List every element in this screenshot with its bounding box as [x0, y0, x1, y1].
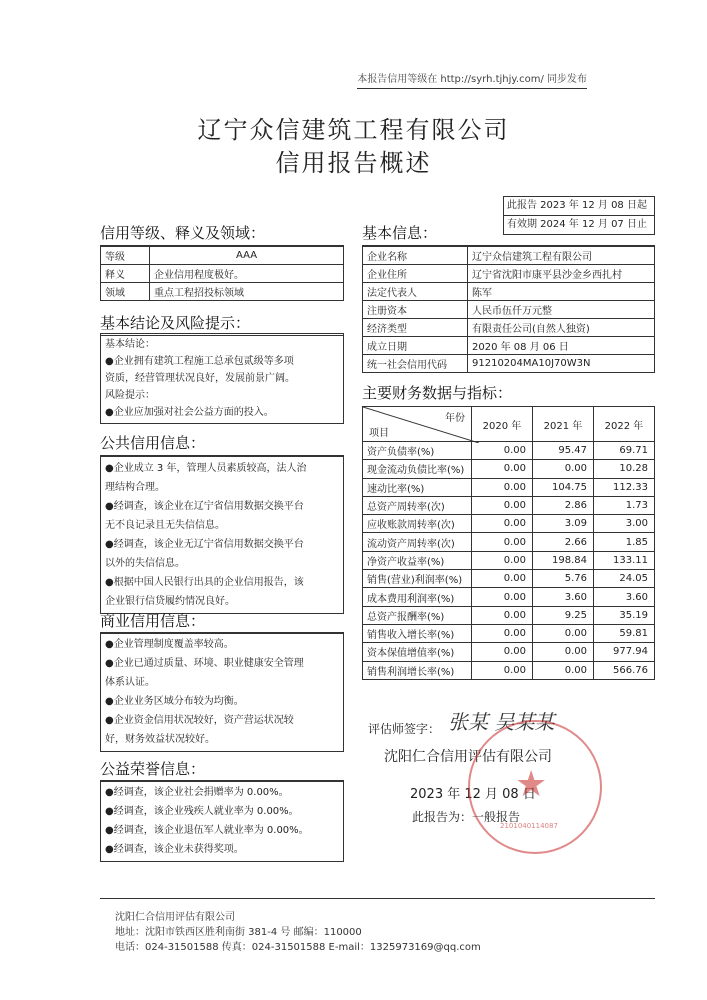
field-value: 陈军: [468, 283, 655, 301]
appraiser-label: 评估师签字：: [368, 722, 441, 736]
metric-value: 0.00: [472, 533, 533, 551]
text-line: ●经调查，该企业无辽宁省信用数据交换平台: [105, 539, 304, 550]
financial-row: [363, 588, 655, 606]
metric-value: 2.86: [533, 496, 594, 514]
business-heading: 商业信用信息：: [100, 610, 344, 634]
metric-value: 3.60: [594, 588, 655, 606]
issue-date: 此报告 2023 年 12 月 08 日起: [503, 196, 655, 215]
table-row: [363, 301, 655, 319]
text-line: ●企业拥有建筑工程施工总承包贰级等多项: [105, 356, 294, 367]
seal-star-icon: ★: [515, 764, 548, 805]
metric-value: 1.85: [594, 533, 655, 551]
financial-heading: 主要财务数据与指标：: [362, 384, 513, 402]
field-label: 成立日期: [363, 337, 468, 355]
report-date: 2023 年 12 月 08 日: [410, 787, 536, 802]
agency-name: 沈阳仁合信用评估有限公司: [384, 749, 552, 765]
financial-table: [362, 406, 655, 680]
metric-value: 0.00: [472, 588, 533, 606]
financial-row: [363, 496, 655, 514]
metric-value: 0.00: [533, 460, 594, 478]
metric-name: 成本费用利润率(%): [363, 588, 472, 606]
field-label: 经济类型: [363, 319, 468, 337]
metric-name: 销售收入增长率(%): [363, 624, 472, 642]
table-row: [363, 337, 655, 355]
footer-contact: 电话：024-31501588 传真：024-31501588 E-mail：1325973169@qq.com: [115, 942, 481, 953]
metric-name: 资产负债率(%): [363, 442, 472, 460]
field-label: 企业名称: [363, 247, 468, 265]
table-row: [363, 283, 655, 301]
field-value: 2020 年 08 月 06 日: [468, 337, 655, 355]
table-row: [363, 319, 655, 337]
metric-value: 0.00: [472, 460, 533, 478]
metric-value: 0.00: [472, 624, 533, 642]
diagonal-header-cell: [363, 407, 472, 442]
basic-info-table: [362, 246, 655, 373]
metric-value: 112.33: [594, 478, 655, 496]
table-row: [363, 247, 655, 265]
text-line: ●企业管理制度覆盖率较高。: [105, 639, 234, 650]
metric-name: 应收账款周转率(次): [363, 515, 472, 533]
text-line: ●企业已通过质量、环境、职业健康安全管理: [105, 658, 304, 669]
metric-value: 69.71: [594, 442, 655, 460]
honor-heading: 公益荣誉信息：: [100, 758, 344, 782]
metric-name: 销售利润增长率(%): [363, 661, 472, 679]
business-box: [100, 632, 344, 752]
footer-company: 沈阳仁合信用评估有限公司: [115, 912, 235, 923]
text-line: ●经调查，该企业在辽宁省信用数据交换平台: [105, 501, 304, 512]
metric-name: 净资产收益率(%): [363, 551, 472, 569]
rating-value: 企业信用程度极好。: [150, 265, 344, 283]
footer: [115, 910, 481, 955]
metric-value: 0.00: [472, 442, 533, 460]
conclusion-box: [100, 333, 344, 424]
rating-table: [100, 246, 344, 301]
text-line: ●根据中国人民银行出具的企业信用报告，该: [105, 577, 304, 588]
text-line: 好，财务效益状况较好。: [105, 734, 215, 745]
text-line: 企业银行信贷履约情况良好。: [105, 596, 235, 607]
report-type: 此报告为：一般报告: [412, 810, 521, 824]
metric-name: 资本保值增值率(%): [363, 643, 472, 661]
metric-name: 现金流动负债比率(%): [363, 460, 472, 478]
text-line: 基本结论：: [105, 339, 155, 350]
metric-name: 速动比率(%): [363, 478, 472, 496]
financial-header-row: [363, 407, 655, 442]
metric-name: 销售(营业)利润率(%): [363, 570, 472, 588]
item-header: 项目: [369, 428, 389, 439]
metric-name: 总资产周转率(次): [363, 496, 472, 514]
field-value: 辽宁众信建筑工程有限公司: [468, 247, 655, 265]
metric-value: 0.00: [472, 570, 533, 588]
year-header: 年份: [445, 413, 465, 424]
metric-value: 1.73: [594, 496, 655, 514]
seal-number: 2101040114087: [500, 822, 558, 830]
appraiser-signature: 张某 吴某某: [448, 710, 555, 734]
rating-label: 等级: [101, 247, 150, 265]
metric-name: 总资产报酬率(%): [363, 606, 472, 624]
metric-value: 35.19: [594, 606, 655, 624]
metric-value: 133.11: [594, 551, 655, 569]
table-row: [363, 355, 655, 373]
year-2022-header: 2022 年: [594, 407, 655, 442]
metric-value: 198.84: [533, 551, 594, 569]
rating-heading: 信用等级、释义及领域：: [100, 222, 344, 246]
metric-value: 0.00: [472, 643, 533, 661]
text-line: 以外的失信信息。: [105, 558, 185, 569]
financial-row: [363, 515, 655, 533]
text-line: ●企业应加强对社会公益方面的投入。: [105, 407, 274, 418]
financial-row: [363, 478, 655, 496]
metric-value: 104.75: [533, 478, 594, 496]
field-value: 辽宁省沈阳市康平县沙金乡西扎村: [468, 265, 655, 283]
rating-value: AAA: [150, 247, 344, 265]
report-subtitle: 信用报告概述: [275, 149, 432, 177]
rating-label: 释义: [101, 265, 150, 283]
metric-value: 10.28: [594, 460, 655, 478]
metric-value: 0.00: [533, 624, 594, 642]
expiry-date: 有效期 2024 年 12 月 07 日止: [503, 215, 655, 235]
rating-row: [101, 247, 344, 265]
metric-value: 0.00: [472, 478, 533, 496]
financial-row: [363, 460, 655, 478]
company-seal: [468, 720, 602, 854]
metric-value: 5.76: [533, 570, 594, 588]
field-value: 人民币伍仟万元整: [468, 301, 655, 319]
metric-value: 0.00: [472, 515, 533, 533]
field-label: 法定代表人: [363, 283, 468, 301]
basic-heading: 基本信息：: [362, 222, 655, 246]
metric-value: 9.25: [533, 606, 594, 624]
financial-row: [363, 624, 655, 642]
rating-row: [101, 283, 344, 301]
honor-box: [100, 780, 344, 862]
field-label: 注册资本: [363, 301, 468, 319]
metric-value: 0.00: [472, 661, 533, 679]
metric-value: 3.09: [533, 515, 594, 533]
text-line: ●企业资金信用状况较好，资产营运状况较: [105, 715, 294, 726]
text-line: 资质，经营管理状况良好，发展前景广阔。: [105, 373, 295, 384]
text-line: ●经调查，该企业未获得奖项。: [105, 844, 244, 855]
text-line: 理结构合理。: [105, 482, 165, 493]
text-line: 风险提示：: [105, 390, 155, 401]
metric-value: 0.00: [533, 661, 594, 679]
metric-value: 977.94: [594, 643, 655, 661]
metric-value: 0.00: [472, 606, 533, 624]
metric-value: 3.60: [533, 588, 594, 606]
financial-row: [363, 533, 655, 551]
publish-notice: 本报告信用等级在 http://syrh.tjhjy.com/ 同步发布: [357, 70, 587, 89]
text-line: ●企业业务区域分布较为均衡。: [105, 696, 244, 707]
text-line: 无不良记录且无失信信息。: [105, 520, 225, 531]
metric-value: 3.00: [594, 515, 655, 533]
metric-value: 566.76: [594, 661, 655, 679]
public-box: [100, 456, 344, 614]
rating-row: [101, 265, 344, 283]
text-line: ●经调查，该企业社会捐赠率为 0.00%。: [105, 787, 289, 798]
text-line: ●企业成立 3 年，管理人员素质较高，法人治: [105, 463, 307, 474]
financial-row: [363, 442, 655, 460]
financial-row: [363, 643, 655, 661]
metric-value: 59.81: [594, 624, 655, 642]
text-line: ●经调查，该企业残疾人就业率为 0.00%。: [105, 806, 299, 817]
table-row: [363, 265, 655, 283]
metric-value: 0.00: [533, 643, 594, 661]
footer-address: 地址：沈阳市铁西区胜利南街 381-4 号 邮编：110000: [115, 927, 362, 938]
year-2020-header: 2020 年: [472, 407, 533, 442]
metric-value: 24.05: [594, 570, 655, 588]
public-heading: 公共信用信息：: [100, 432, 344, 456]
footer-divider: [100, 898, 655, 899]
financial-rows: [363, 442, 655, 680]
field-value: 有限责任公司(自然人独资): [468, 319, 655, 337]
year-2021-header: 2021 年: [533, 407, 594, 442]
metric-value: 2.66: [533, 533, 594, 551]
company-title: 辽宁众信建筑工程有限公司: [197, 116, 510, 144]
text-line: ●经调查，该企业退伍军人就业率为 0.00%。: [105, 825, 309, 836]
field-label: 企业住所: [363, 265, 468, 283]
conclusion-heading: 基本结论及风险提示：: [100, 312, 344, 336]
field-label: 统一社会信用代码: [363, 355, 468, 373]
metric-value: 95.47: [533, 442, 594, 460]
rating-value: 重点工程招投标领域: [150, 283, 344, 301]
financial-row: [363, 661, 655, 679]
financial-row: [363, 551, 655, 569]
metric-name: 流动资产周转率(次): [363, 533, 472, 551]
financial-row: [363, 606, 655, 624]
field-value: 91210204MA10J70W3N: [468, 355, 655, 373]
rating-label: 领域: [101, 283, 150, 301]
metric-value: 0.00: [472, 496, 533, 514]
metric-value: 0.00: [472, 551, 533, 569]
financial-row: [363, 570, 655, 588]
text-line: 体系认证。: [105, 677, 155, 688]
